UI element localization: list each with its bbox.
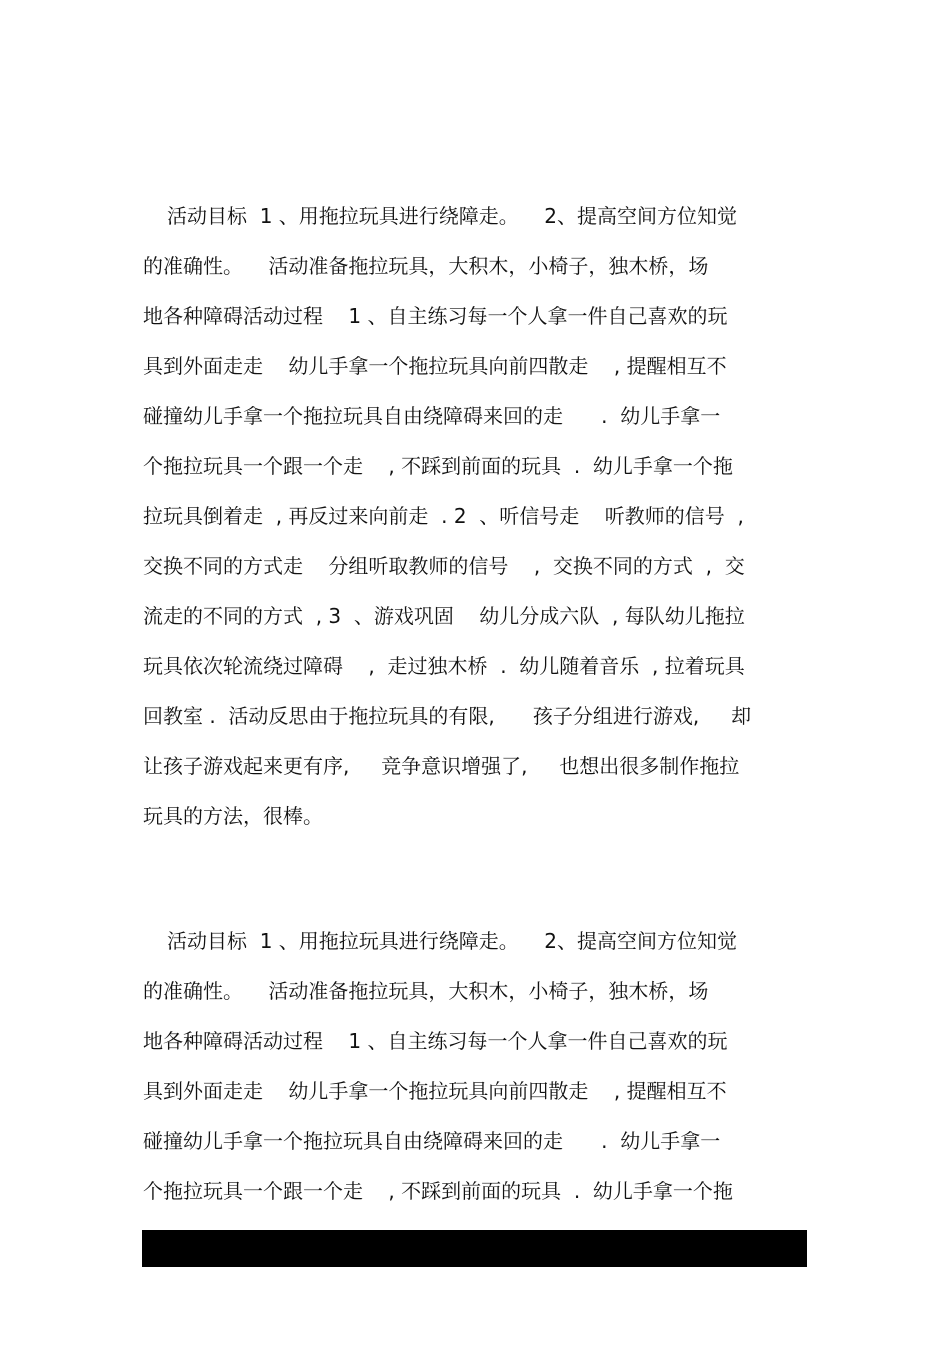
text-line: 让孩子游戏起来更有序, 竞争意识增强了, 也想出很多制作拖拉 [143, 754, 740, 778]
black-redaction-bar [142, 1230, 807, 1267]
text-line: 活动目标 1 、用拖拉玩具进行绕障走。 2、提高空间方位知觉 [167, 204, 737, 228]
text-line: 地各种障碍活动过程 1 、自主练习每一个人拿一件自己喜欢的玩 [143, 304, 728, 328]
paragraph-activity-plan-repeat [143, 921, 813, 1221]
text-line: 的准确性。 活动准备拖拉玩具，大积木，小椅子，独木桥，场 [143, 254, 709, 278]
text-line: 碰撞幼儿手拿一个拖拉玩具自由绕障碍来回的走 . 幼儿手拿一 [143, 1129, 721, 1153]
text-line: 玩具依次轮流绕过障碍 , 走过独木桥 . 幼儿随着音乐 , 拉着玩具 [143, 654, 745, 678]
text-line: 拉玩具倒着走 , 再反过来向前走 . 2 、听信号走 听教师的信号 , [143, 504, 744, 528]
text-line: 流走的不同的方式 , 3 、游戏巩固 幼儿分成六队 , 每队幼儿拖拉 [143, 604, 745, 628]
text-line: 地各种障碍活动过程 1 、自主练习每一个人拿一件自己喜欢的玩 [143, 1029, 728, 1053]
paragraph-activity-plan [143, 196, 813, 846]
text-line: 具到外面走走 幼儿手拿一个拖拉玩具向前四散走 , 提醒相互不 [143, 354, 727, 378]
text-line: 碰撞幼儿手拿一个拖拉玩具自由绕障碍来回的走 . 幼儿手拿一 [143, 404, 721, 428]
text-line: 玩具的方法，很棒。 [143, 804, 323, 828]
text-line: 个拖拉玩具一个跟一个走 , 不踩到前面的玩具 . 幼儿手拿一个拖 [143, 1179, 733, 1203]
text-line: 具到外面走走 幼儿手拿一个拖拉玩具向前四散走 , 提醒相互不 [143, 1079, 727, 1103]
text-line: 交换不同的方式走 分组听取教师的信号 , 交换不同的方式 , 交 [143, 554, 745, 578]
text-line: 个拖拉玩具一个跟一个走 , 不踩到前面的玩具 . 幼儿手拿一个拖 [143, 454, 733, 478]
text-line: 的准确性。 活动准备拖拉玩具，大积木，小椅子，独木桥，场 [143, 979, 709, 1003]
text-line: 活动目标 1 、用拖拉玩具进行绕障走。 2、提高空间方位知觉 [167, 929, 737, 953]
text-line: 回教室 . 活动反思由于拖拉玩具的有限, 孩子分组进行游戏, 却 [143, 704, 752, 728]
